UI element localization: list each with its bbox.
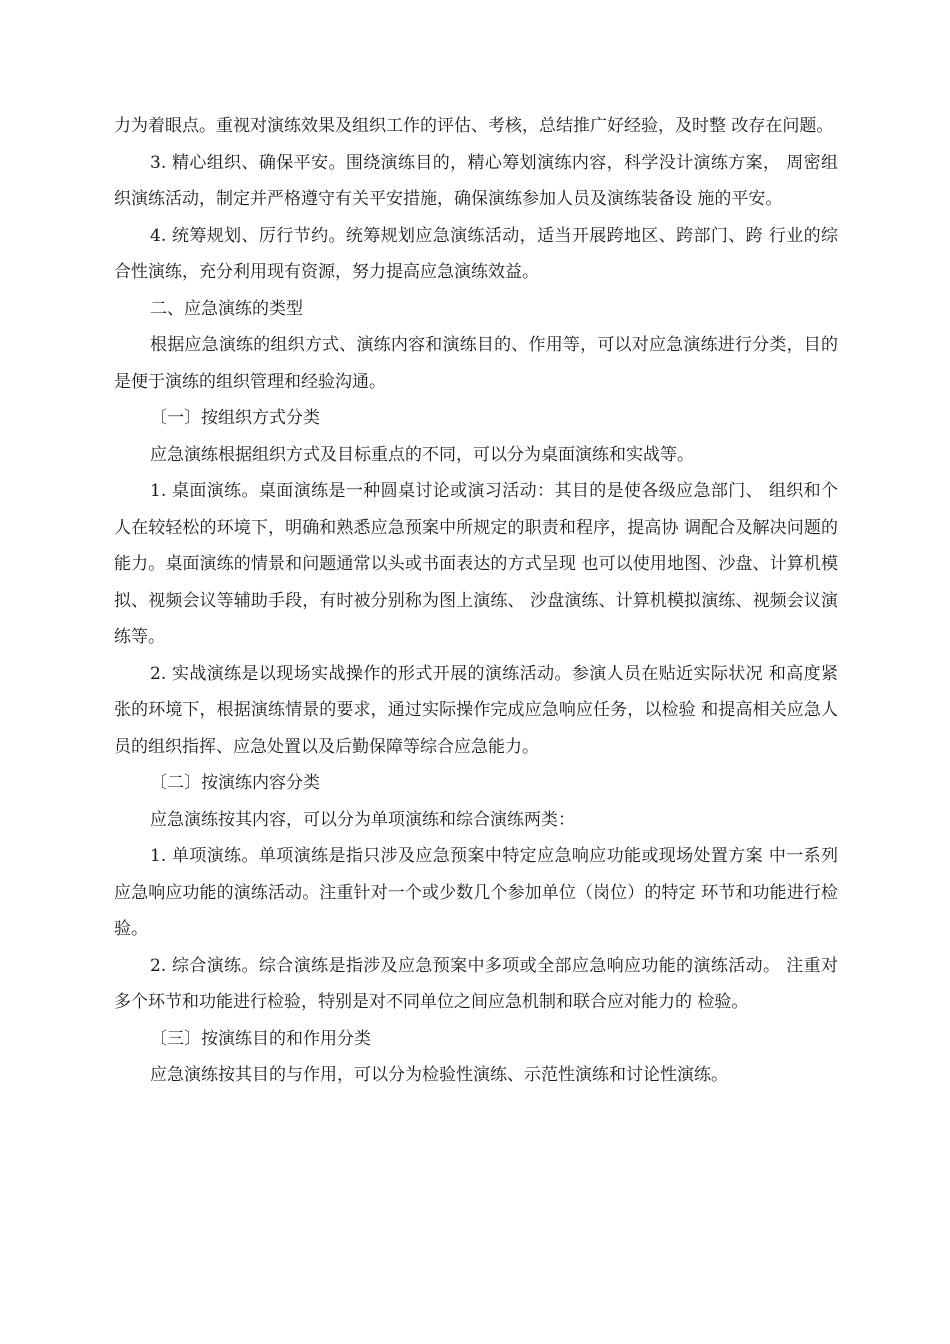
paragraph-3: 4. 统筹规划、厉行节约。统筹规划应急演练活动，适当开展跨地区、跨部门、跨 行业的综合性演练，充分利用现有资源，努力提高应急演练效益。: [114, 225, 838, 282]
paragraph-4: 根据应急演练的组织方式、演练内容和演练目的、作用等，可以对应急演练进行分类，目的是便于演练的组织管理和经验沟通。: [114, 335, 838, 392]
paragraph-6: 应急演练按其内容，可以分为单项演练和综合演练两类：: [150, 809, 575, 830]
paragraph-tabletop: 1. 桌面演练。桌面演练是一种圆桌讨论或演习活动：其目的是使各级应急部门、 组织和个人在较轻松的环境下，明确和熟悉应急预案中所规定的职责和程序，提高协 调配合及解决问题的能力。桌面演练的情景和问题通常以头或书面表达的方式呈现 也可以使用地图、沙盘、计算机模拟、视频会议等辅助手段，有时被分别称为图上演练、 沙盘演练、计算机模拟演练、视频会议演练等。: [114, 481, 838, 647]
paragraph-7: 应急演练按其目的与作用，可以分为检验性演练、示范性演练和讨论性演练。: [150, 1065, 728, 1085]
subheading-by-content: 〔二〕按演练内容分类: [150, 773, 320, 793]
paragraph-single-exercise: 1. 单项演练。单项演练是指只涉及应急预案中特定应急响应功能或现场处置方案 中一系列应急响应功能的演练活动。注重针对一个或少数几个参加单位（岗位）的特定 环节和功能进行检验。: [114, 846, 838, 939]
section-heading-types: 二、应急演练的类型: [150, 298, 303, 319]
subheading-by-organization: 〔一〕按组织方式分类: [150, 408, 320, 428]
paragraph-1: 力为着眼点。重视对演练效果及组织工作的评估、考核，总结推广好经验，及时整 改存在问题。: [114, 116, 834, 136]
paragraph-2: 3. 精心组织、确保平安。围绕演练目的，精心筹划演练内容，科学没计演练方案， 周密组织演练活动，制定并严格遵守有关平安措施，确保演练参加人员及演练装备设 施的平安。: [114, 152, 838, 209]
subheading-by-purpose: 〔三〕按演练目的和作用分类: [150, 1028, 371, 1049]
paragraph-5: 应急演练根据组织方式及目标重点的不同，可以分为桌面演练和实战等。: [150, 444, 694, 465]
paragraph-field-exercise: 2. 实战演练是以现场实战操作的形式开展的演练活动。参演人员在贴近实际状况 和高度紧张的环境下，根据演练情景的要求，通过实际操作完成应急响应任务，以检验 和提高相关应急人员的组织指挥、应急处置以及后勤保障等综合应急能力。: [114, 663, 838, 757]
paragraph-combined-exercise: 2. 综合演练。综合演练是指涉及应急预案中多项或全部应急响应功能的演练活动。 注重对多个环节和功能进行检验，特别是对不同单位之间应急机制和联合应对能力的 检验。: [114, 955, 838, 1012]
